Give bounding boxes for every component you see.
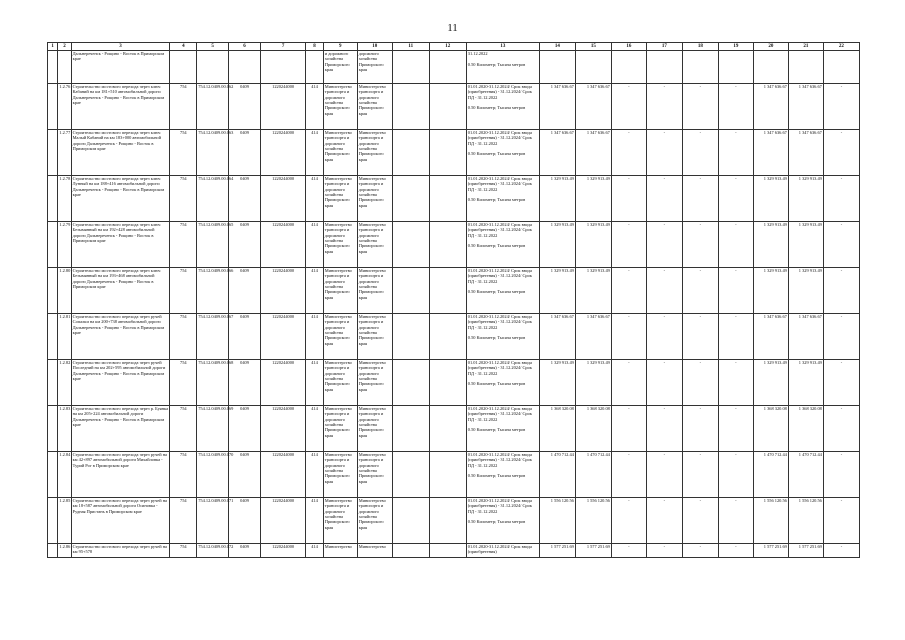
cell-c6: 0409: [229, 222, 261, 268]
cell-c20: 1 368 320.08: [753, 406, 788, 452]
cell-c16: -: [611, 268, 646, 314]
column-header-17: 17: [646, 43, 682, 51]
cell-name: Строительство мостового перехода через ручей на км 42+897 автомобильной дороги Михайловка - Турий Рог в Приморском крае: [71, 452, 170, 498]
cell-c17: -: [646, 406, 682, 452]
cell-c13: 01.01.2020-31.12.2024/ Срок ввода (приобретения): [466, 544, 539, 558]
cell-c10: Министерство транспорта и дорожного хозяйства Приморского края: [357, 222, 392, 268]
cell-c20: 1 556 120.56: [753, 498, 788, 544]
cell-empty: [48, 222, 58, 268]
cell-c19: -: [718, 498, 753, 544]
cell-c4: 754: [170, 314, 197, 360]
cell-c8: 414: [306, 452, 323, 498]
cell-num: 1.2.83: [58, 406, 71, 452]
cell-c13: 01.01.2020-31.12.2024/ Срок ввода (приобретения) - 31.12.2024/ Срок ПД - 31.12.2022 0.50 Километр; Тысяча метров: [466, 84, 539, 130]
cell-c18: -: [682, 452, 718, 498]
cell-name: Строительство мостового перехода через ручей Последний на км 202+595 автомобильной дороги Дальнереченск - Рощино - Восток в Приморском крае: [71, 360, 170, 406]
column-header-12: 12: [429, 43, 466, 51]
cell-empty: [48, 176, 58, 222]
column-header-2: 2: [58, 43, 71, 51]
cell-c19: -: [718, 452, 753, 498]
cell-c11: [392, 84, 429, 130]
cell-c19: -: [718, 176, 753, 222]
table-row: [48, 268, 860, 314]
cell-c4: 754: [170, 268, 197, 314]
column-header-3: 3: [71, 43, 170, 51]
continuation-ministry-10: дорожного хозяйства Приморского края: [357, 51, 392, 84]
cell-c9: Министерство: [323, 544, 357, 558]
cell-c4: 754: [170, 406, 197, 452]
table-row: [48, 498, 860, 544]
column-header-6: 6: [229, 43, 261, 51]
cell-c19: -: [718, 314, 753, 360]
cell-c12: [429, 130, 466, 176]
cell-c6: 0409: [229, 360, 261, 406]
cell-c20: 1 347 636.67: [753, 130, 788, 176]
cell-c8: 414: [306, 130, 323, 176]
cell-c15: 1 577 251.69: [575, 544, 611, 558]
cell-c22: -: [823, 176, 859, 222]
cell-c6: 0409: [229, 268, 261, 314]
cell-c22: -: [823, 314, 859, 360]
cell-c6: 0409: [229, 130, 261, 176]
cell-c6: 0409: [229, 176, 261, 222]
cell-c21: 1 556 120.56: [788, 498, 823, 544]
cell-c16: -: [611, 222, 646, 268]
cell-c15: 1 329 913.49: [575, 268, 611, 314]
cell-c16: -: [611, 84, 646, 130]
cell-empty: [48, 268, 58, 314]
cell-c19: -: [718, 406, 753, 452]
column-header-15: 15: [575, 43, 611, 51]
cell-c14: 1 329 913.49: [539, 176, 575, 222]
cell-c21: 1 347 636.67: [788, 84, 823, 130]
cell-c9: Министерство транспорта и дорожного хозяйства Приморского края: [323, 406, 357, 452]
cell-c8: 414: [306, 360, 323, 406]
cell-name: Строительство мостового перехода через ключ Безымянный на км 192+428 автомобильной дороги Дальнереченск - Рощино - Восток в Приморском крае: [71, 222, 170, 268]
cell-c21: 1 329 913.49: [788, 360, 823, 406]
table-row: [48, 406, 860, 452]
cell-c13: 01.01.2020-31.12.2024/ Срок ввода (приобретения) - 31.12.2024/ Срок ПД - 31.12.2022 0.50 Километр; Тысяча метров: [466, 452, 539, 498]
cell-c22: -: [823, 544, 859, 558]
cell-c4: 754: [170, 360, 197, 406]
cell-c4: 754: [170, 498, 197, 544]
cell-c11: [392, 360, 429, 406]
cell-c19: -: [718, 544, 753, 558]
cell-c13: 01.01.2020-31.12.2024/ Срок ввода (приобретения) - 31.12.2024/ Срок ПД - 31.12.2022 0.50 Километр; Тысяча метров: [466, 130, 539, 176]
cell-c5: 754.12.0409.00.070: [197, 452, 229, 498]
table-row: [48, 222, 860, 268]
cell-empty: [48, 130, 58, 176]
cell-c8: 414: [306, 314, 323, 360]
cell-num: 1.2.79: [58, 222, 71, 268]
cell-c15: 1 329 913.49: [575, 176, 611, 222]
cell-c14: 1 329 913.49: [539, 360, 575, 406]
cell-c22: -: [823, 452, 859, 498]
cell-c22: -: [823, 406, 859, 452]
cell-c10: Министерство транспорта и дорожного хозяйства Приморского края: [357, 452, 392, 498]
cell-c8: 414: [306, 498, 323, 544]
cell-c17: -: [646, 452, 682, 498]
cell-c21: 1 329 913.49: [788, 176, 823, 222]
cell-empty: [48, 544, 58, 558]
cell-c19: -: [718, 360, 753, 406]
cell-c14: 1 329 913.49: [539, 222, 575, 268]
cell-c8: 414: [306, 268, 323, 314]
cell-c6: 0409: [229, 314, 261, 360]
table-row: [48, 452, 860, 498]
cell-c17: -: [646, 176, 682, 222]
cell-c11: [392, 314, 429, 360]
cell-c7: 1220244000: [260, 130, 305, 176]
cell-c11: [392, 130, 429, 176]
cell-c5: 754.12.0409.00.069: [197, 406, 229, 452]
cell-c16: -: [611, 406, 646, 452]
table-row: [48, 84, 860, 130]
cell-c6: 0409: [229, 452, 261, 498]
cell-c19: -: [718, 268, 753, 314]
cell-c7: 1220244000: [260, 498, 305, 544]
cell-c21: 1 329 913.49: [788, 268, 823, 314]
cell-num: 1.2.85: [58, 498, 71, 544]
cell-c9: Министерство транспорта и дорожного хозяйства Приморского края: [323, 176, 357, 222]
cell-c4: 754: [170, 130, 197, 176]
cell-c18: -: [682, 222, 718, 268]
cell-c12: [429, 314, 466, 360]
cell-c5: 754.12.0409.00.071: [197, 498, 229, 544]
cell-c11: [392, 406, 429, 452]
cell-num: 1.2.80: [58, 268, 71, 314]
cell-c17: -: [646, 544, 682, 558]
page-number: 11: [447, 22, 458, 34]
cell-c8: 414: [306, 406, 323, 452]
cell-c12: [429, 360, 466, 406]
cell-c20: 1 329 913.49: [753, 360, 788, 406]
cell-c8: 414: [306, 222, 323, 268]
column-header-7: 7: [260, 43, 305, 51]
cell-c7: 1220244000: [260, 360, 305, 406]
cell-c8: 414: [306, 84, 323, 130]
cell-name: Строительство мостового перехода через ключ Кабаний на км 181+510 автомобильной дороги Дальнереченск - Рощино - Восток в Приморском крае: [71, 84, 170, 130]
cell-c18: -: [682, 130, 718, 176]
cell-c11: [392, 268, 429, 314]
cell-c11: [392, 452, 429, 498]
cell-c7: 1220244000: [260, 222, 305, 268]
cell-c10: Министерство транспорта и дорожного хозяйства Приморского края: [357, 406, 392, 452]
cell-c21: 1 470 712.44: [788, 452, 823, 498]
cell-c13: 01.01.2020-31.12.2024/ Срок ввода (приобретения) - 31.12.2024/ Срок ПД - 31.12.2022 0.50 Километр; Тысяча метров: [466, 498, 539, 544]
cell-num: 1.2.82: [58, 360, 71, 406]
cell-c11: [392, 544, 429, 558]
cell-c19: -: [718, 222, 753, 268]
cell-c22: -: [823, 498, 859, 544]
cell-c9: Министерство транспорта и дорожного хозяйства Приморского края: [323, 268, 357, 314]
cell-c13: 01.01.2020-31.12.2024/ Срок ввода (приобретения) - 31.12.2024/ Срок ПД - 31.12.2022 0.50 Километр; Тысяча метров: [466, 314, 539, 360]
table-row: [48, 360, 860, 406]
cell-c10: Министерство транспорта и дорожного хозяйства Приморского края: [357, 314, 392, 360]
cell-c22: -: [823, 222, 859, 268]
cell-empty: [48, 84, 58, 130]
cell-c12: [429, 176, 466, 222]
budget-table-container: [47, 42, 860, 558]
cell-c15: 1 329 913.49: [575, 360, 611, 406]
cell-empty: [48, 406, 58, 452]
cell-c18: -: [682, 360, 718, 406]
cell-c15: 1 347 636.67: [575, 314, 611, 360]
cell-c16: -: [611, 544, 646, 558]
cell-c7: 1220244000: [260, 84, 305, 130]
cell-c9: Министерство транспорта и дорожного хозяйства Приморского края: [323, 498, 357, 544]
cell-empty: [48, 314, 58, 360]
cell-c14: 1 347 636.67: [539, 314, 575, 360]
cell-c5: 754.12.0409.00.072: [197, 544, 229, 558]
continuation-ministry-9: и дорожного хозяйства Приморского края: [323, 51, 357, 84]
cell-c20: 1 347 636.67: [753, 314, 788, 360]
cell-c21: 1 347 636.67: [788, 130, 823, 176]
cell-c10: Министерство транспорта и дорожного хозяйства Приморского края: [357, 130, 392, 176]
cell-c11: [392, 498, 429, 544]
cell-c8: 414: [306, 176, 323, 222]
cell-c15: 1 347 636.67: [575, 130, 611, 176]
cell-c21: 1 347 636.67: [788, 314, 823, 360]
cell-c15: 1 347 636.67: [575, 84, 611, 130]
cell-c17: -: [646, 360, 682, 406]
cell-c22: -: [823, 268, 859, 314]
cell-c6: 0409: [229, 544, 261, 558]
cell-c9: Министерство транспорта и дорожного хозяйства Приморского края: [323, 314, 357, 360]
cell-c20: 1 347 636.67: [753, 84, 788, 130]
column-header-9: 9: [323, 43, 357, 51]
cell-c13: 01.01.2020-31.12.2024/ Срок ввода (приобретения) - 31.12.2024/ Срок ПД - 31.12.2022 0.50 Километр; Тысяча метров: [466, 222, 539, 268]
budget-table: [47, 42, 860, 558]
cell-c20: 1 577 251.69: [753, 544, 788, 558]
table-row: [48, 130, 860, 176]
cell-c20: 1 470 712.44: [753, 452, 788, 498]
cell-c11: [392, 222, 429, 268]
cell-c22: -: [823, 360, 859, 406]
cell-name: Строительство мостового перехода через ручей на км 95+578: [71, 544, 170, 558]
cell-c4: 754: [170, 452, 197, 498]
column-header-row: [48, 43, 860, 51]
cell-c14: 1 368 320.08: [539, 406, 575, 452]
cell-c7: 1220244000: [260, 544, 305, 558]
cell-c16: -: [611, 176, 646, 222]
cell-c8: 414: [306, 544, 323, 558]
cell-c20: 1 329 913.49: [753, 176, 788, 222]
cell-c18: -: [682, 544, 718, 558]
cell-c18: -: [682, 406, 718, 452]
cell-empty: [48, 360, 58, 406]
cell-c15: 1 368 320.08: [575, 406, 611, 452]
continuation-row: [48, 51, 860, 84]
cell-c15: 1 470 712.44: [575, 452, 611, 498]
cell-c9: Министерство транспорта и дорожного хозяйства Приморского края: [323, 452, 357, 498]
cell-name: Строительство мостового перехода через ручей на км 18+587 автомобильной дороги Осиновка - Рудная Пристань в Приморском крае: [71, 498, 170, 544]
cell-c13: 01.01.2020-31.12.2024/ Срок ввода (приобретения) - 31.12.2024/ Срок ПД - 31.12.2022 0.50 Километр; Тысяча метров: [466, 176, 539, 222]
cell-c18: -: [682, 314, 718, 360]
cell-c16: -: [611, 314, 646, 360]
cell-c19: -: [718, 84, 753, 130]
column-header-18: 18: [682, 43, 718, 51]
cell-c17: -: [646, 84, 682, 130]
cell-c5: 754.12.0409.00.062: [197, 84, 229, 130]
column-header-13: 13: [466, 43, 539, 51]
cell-num: 1.2.84: [58, 452, 71, 498]
cell-c10: Министерство: [357, 544, 392, 558]
column-header-8: 8: [306, 43, 323, 51]
cell-c4: 754: [170, 222, 197, 268]
cell-c18: -: [682, 84, 718, 130]
cell-c10: Министерство транспорта и дорожного хозяйства Приморского края: [357, 176, 392, 222]
cell-empty: [48, 452, 58, 498]
table-row: [48, 176, 860, 222]
column-header-5: 5: [197, 43, 229, 51]
cell-c7: 1220244000: [260, 406, 305, 452]
cell-c14: 1 329 913.49: [539, 268, 575, 314]
column-header-21: 21: [788, 43, 823, 51]
cell-c4: 754: [170, 84, 197, 130]
cell-c12: [429, 544, 466, 558]
cell-c14: 1 470 712.44: [539, 452, 575, 498]
cell-num: 1.2.76: [58, 84, 71, 130]
cell-c12: [429, 452, 466, 498]
cell-c22: -: [823, 84, 859, 130]
cell-num: 1.2.77: [58, 130, 71, 176]
cell-c20: 1 329 913.49: [753, 222, 788, 268]
cell-c12: [429, 222, 466, 268]
cell-c21: 1 577 251.69: [788, 544, 823, 558]
cell-c14: 1 556 120.56: [539, 498, 575, 544]
cell-c18: -: [682, 176, 718, 222]
cell-c4: 754: [170, 176, 197, 222]
cell-c11: [392, 176, 429, 222]
cell-c7: 1220244000: [260, 268, 305, 314]
cell-c6: 0409: [229, 406, 261, 452]
cell-c5: 754.12.0409.00.066: [197, 268, 229, 314]
column-header-1: 1: [48, 43, 58, 51]
cell-name: Строительство мостового перехода через ключ Лунный на км 188+416 автомобильной дороги Дальнереченск - Рощино - Восток в Приморском крае: [71, 176, 170, 222]
column-header-4: 4: [170, 43, 197, 51]
cell-empty: [48, 498, 58, 544]
cell-c14: 1 347 636.67: [539, 130, 575, 176]
cell-c14: 1 347 636.67: [539, 84, 575, 130]
cell-c9: Министерство транспорта и дорожного хозяйства Приморского края: [323, 84, 357, 130]
column-header-10: 10: [357, 43, 392, 51]
cell-c17: -: [646, 314, 682, 360]
cell-c13: 01.01.2020-31.12.2024/ Срок ввода (приобретения) - 31.12.2024/ Срок ПД - 31.12.2022 0.50 Километр; Тысяча метров: [466, 360, 539, 406]
cell-c17: -: [646, 498, 682, 544]
cell-c16: -: [611, 498, 646, 544]
cell-c17: -: [646, 130, 682, 176]
cell-c16: -: [611, 360, 646, 406]
cell-c16: -: [611, 130, 646, 176]
cell-c14: 1 577 251.69: [539, 544, 575, 558]
cell-name: Строительство мостового перехода через ручей Сопалки на км 200+738 автомобильной дороги Дальнереченск - Рощино - Восток в Приморском крае: [71, 314, 170, 360]
cell-name: Строительство мостового перехода через ключ Безымянный на км 193+468 автомобильной дороги Дальнереченск - Рощино - Восток в Приморском крае: [71, 268, 170, 314]
cell-c19: -: [718, 130, 753, 176]
column-header-16: 16: [611, 43, 646, 51]
cell-c7: 1220244000: [260, 452, 305, 498]
column-header-11: 11: [392, 43, 429, 51]
cell-c6: 0409: [229, 498, 261, 544]
cell-c12: [429, 498, 466, 544]
table-row: [48, 314, 860, 360]
cell-c5: 754.12.0409.00.068: [197, 360, 229, 406]
cell-c21: 1 329 913.49: [788, 222, 823, 268]
cell-num: 1.2.81: [58, 314, 71, 360]
cell-c15: 1 329 913.49: [575, 222, 611, 268]
cell-c9: Министерство транспорта и дорожного хозяйства Приморского края: [323, 130, 357, 176]
cell-c10: Министерство транспорта и дорожного хозяйства Приморского края: [357, 498, 392, 544]
cell-num: 1.2.78: [58, 176, 71, 222]
cell-c10: Министерство транспорта и дорожного хозяйства Приморского края: [357, 84, 392, 130]
cell-c10: Министерство транспорта и дорожного хозяйства Приморского края: [357, 360, 392, 406]
cell-c12: [429, 84, 466, 130]
cell-c12: [429, 406, 466, 452]
cell-c21: 1 368 320.08: [788, 406, 823, 452]
cell-c6: 0409: [229, 84, 261, 130]
cell-c10: Министерство транспорта и дорожного хозяйства Приморского края: [357, 268, 392, 314]
cell-c16: -: [611, 452, 646, 498]
column-header-19: 19: [718, 43, 753, 51]
cell-c15: 1 556 120.56: [575, 498, 611, 544]
cell-c5: 754.12.0409.00.064: [197, 176, 229, 222]
cell-c7: 1220244000: [260, 176, 305, 222]
cell-num: 1.2.86: [58, 544, 71, 558]
cell-c12: [429, 268, 466, 314]
column-header-22: 22: [823, 43, 859, 51]
column-header-20: 20: [753, 43, 788, 51]
cell-name: Строительство мостового перехода через ключ Малый Кабаний на км 183+000 автомобильной дороги Дальнереченск - Рощино - Восток в Приморском крае: [71, 130, 170, 176]
cell-c17: -: [646, 268, 682, 314]
cell-c9: Министерство транспорта и дорожного хозяйства Приморского края: [323, 360, 357, 406]
cell-c5: 754.12.0409.00.067: [197, 314, 229, 360]
cell-c18: -: [682, 268, 718, 314]
cell-name: Строительство мостового перехода через р. Буянка на км 205+224 автомобильной дороги Дальнереченск - Рощино - Восток в Приморском крае: [71, 406, 170, 452]
cell-c22: -: [823, 130, 859, 176]
cell-c13: 01.01.2020-31.12.2024/ Срок ввода (приобретения) - 31.12.2024/ Срок ПД - 31.12.2022 0.50 Километр; Тысяча метров: [466, 406, 539, 452]
cell-c18: -: [682, 498, 718, 544]
cell-c13: 01.01.2020-31.12.2024/ Срок ввода (приобретения) - 31.12.2024/ Срок ПД - 31.12.2022 0.50 Километр; Тысяча метров: [466, 268, 539, 314]
cell-c4: 754: [170, 544, 197, 558]
table-row: [48, 544, 860, 558]
cell-c5: 754.12.0409.00.063: [197, 130, 229, 176]
cell-c9: Министерство транспорта и дорожного хозяйства Приморского края: [323, 222, 357, 268]
cell-c5: 754.12.0409.00.065: [197, 222, 229, 268]
column-header-14: 14: [539, 43, 575, 51]
cell-c17: -: [646, 222, 682, 268]
continuation-detail: 31.12.2022 0.50 Километр; Тысяча метров: [466, 51, 539, 84]
cell-c20: 1 329 913.49: [753, 268, 788, 314]
cell-c7: 1220244000: [260, 314, 305, 360]
continuation-name: Дальнереченск - Рощино - Восток в Приморском крае: [71, 51, 170, 84]
